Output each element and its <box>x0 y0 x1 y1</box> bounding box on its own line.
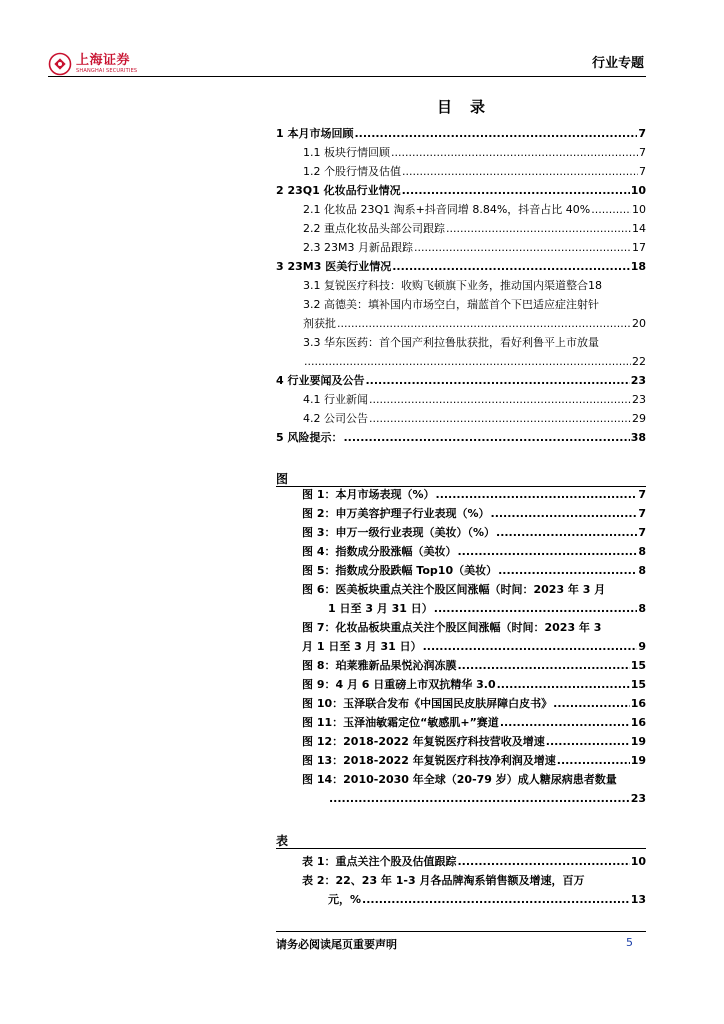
toc-entry[interactable] <box>276 390 646 409</box>
toc-entry-page: 7 <box>639 165 646 178</box>
toc-entry-page: 17 <box>632 241 646 254</box>
toc-entry-page: 29 <box>632 412 646 425</box>
footer-disclaimer: 请务必阅读尾页重要声明 <box>276 938 397 951</box>
toc-entry[interactable] <box>276 124 646 143</box>
toc-entry[interactable] <box>276 428 646 447</box>
toc-entry[interactable] <box>276 200 646 219</box>
toc-entry-title-continued: 剂获批 <box>303 317 336 330</box>
toc-entry-page: 22 <box>632 355 646 368</box>
figure-entry[interactable] <box>276 732 646 751</box>
figure-entry[interactable] <box>276 751 646 770</box>
figure-entry-title: 图 7：化妆品板块重点关注个股区间涨幅（时间：2023 年 3 <box>302 621 602 634</box>
figure-entry-page: 19 <box>630 754 646 767</box>
toc-entry-title: 2 23Q1 化妆品行业情况 <box>276 184 401 197</box>
figure-entry-title: 图 6：医美板块重点关注个股区间涨幅（时间：2023 年 3 月 <box>302 583 606 596</box>
toc-entry-page: 23 <box>630 374 646 387</box>
figure-entry-page: 16 <box>630 697 646 710</box>
figure-entry[interactable] <box>276 770 646 789</box>
page-header <box>48 48 646 78</box>
figure-entry[interactable] <box>276 675 646 694</box>
figure-entry-title-continued: 月 1 日至 3 月 31 日） <box>302 640 422 653</box>
figure-entry-title-continued: 1 日至 3 月 31 日） <box>328 602 433 615</box>
figures-list <box>276 485 646 808</box>
table-entry-title: 表 2：22、23 年 1-3 月各品牌淘系销售额及增速，百万 <box>302 874 585 887</box>
figures-heading: 图 <box>276 472 289 486</box>
figure-entry-page: 7 <box>638 507 646 520</box>
table-entry-title-continued: 元，% <box>328 893 362 906</box>
table-entry[interactable] <box>276 852 646 871</box>
toc-entry-page: 23 <box>632 393 646 406</box>
footer-divider <box>276 931 646 932</box>
toc-entry-title: 3 23M3 医美行业情况 <box>276 260 392 273</box>
figure-entry[interactable] <box>276 694 646 713</box>
toc-entry-continuation[interactable] <box>276 352 646 371</box>
toc-entry-title: 2.3 23M3 月新品跟踪 <box>303 241 413 254</box>
figure-entry-page: 9 <box>638 640 646 653</box>
figure-entry-title: 图 13：2018-2022 年复锐医疗科技净利润及增速 <box>302 754 556 767</box>
toc-entry-page: 7 <box>639 146 646 159</box>
header-divider <box>48 76 646 77</box>
figure-entry-title: 图 10：玉泽联合发布《中国国民皮肤屏障白皮书》 <box>302 697 553 710</box>
figure-entry-continuation[interactable] <box>276 789 646 808</box>
figure-entry[interactable] <box>276 485 646 504</box>
toc-entry[interactable] <box>276 276 646 295</box>
figure-entry-page: 7 <box>638 488 646 501</box>
figure-entry[interactable] <box>276 580 646 599</box>
figure-entry-page: 15 <box>630 678 646 691</box>
toc-entry[interactable] <box>276 162 646 181</box>
toc-entry[interactable] <box>276 409 646 428</box>
toc-title: 目录 <box>436 98 503 116</box>
report-category: 行业专题 <box>591 56 644 71</box>
figure-entry-page: 8 <box>638 545 646 558</box>
figure-entry[interactable] <box>276 523 646 542</box>
figure-entry[interactable] <box>276 561 646 580</box>
figure-entry-page: 19 <box>630 735 646 748</box>
figure-entry-title: 图 9：4 月 6 日重磅上市双抗精华 3.0 <box>302 678 496 691</box>
figure-entry-page: 8 <box>638 602 646 615</box>
figure-entry-page: 15 <box>630 659 646 672</box>
figure-entry-title: 图 1：本月市场表现（%） <box>302 488 435 501</box>
toc-entry-title: 3.3 华东医药：首个国产利拉鲁肽获批，看好利鲁平上市放量 <box>303 336 599 349</box>
figure-entry-page: 7 <box>638 526 646 539</box>
toc-list <box>276 124 646 447</box>
toc-entry[interactable] <box>276 219 646 238</box>
figure-entry-title: 图 12：2018-2022 年复锐医疗科技营收及增速 <box>302 735 545 748</box>
toc-entry-page: 10 <box>632 203 646 216</box>
figure-entry[interactable] <box>276 656 646 675</box>
logo-chinese-name: 上海证券 <box>76 52 131 68</box>
figure-entry-title: 图 14：2010-2030 年全球（20-79 岁）成人糖尿病患者数量 <box>302 773 617 786</box>
table-entry[interactable] <box>276 871 646 890</box>
company-logo <box>48 52 137 76</box>
toc-entry-title: 2.2 重点化妆品头部公司跟踪 <box>303 222 445 235</box>
toc-entry-title: 5 风险提示： <box>276 431 343 444</box>
toc-entry[interactable] <box>276 238 646 257</box>
page-number: 5 <box>626 936 633 949</box>
toc-entry-page: 14 <box>632 222 646 235</box>
toc-entry[interactable] <box>276 295 646 314</box>
table-entry-continuation[interactable] <box>276 890 646 909</box>
figure-entry[interactable] <box>276 504 646 523</box>
table-entry-page: 13 <box>630 893 646 906</box>
toc-entry-page: 10 <box>630 184 646 197</box>
toc-entry-title: 4.1 行业新闻 <box>303 393 368 406</box>
toc-entry-page: 18 <box>630 260 646 273</box>
figure-entry-title: 图 3：申万一级行业表现（美妆）（%） <box>302 526 496 539</box>
logo-english-name: SHANGHAI SECURITIES <box>76 67 138 74</box>
toc-entry-title: 3.2 高德美：填补国内市场空白，瑞蓝首个下巴适应症注射针 <box>303 298 599 311</box>
toc-entry[interactable] <box>276 333 646 352</box>
tables-divider <box>276 848 646 849</box>
table-entry-page: 10 <box>630 855 646 868</box>
figure-entry[interactable] <box>276 542 646 561</box>
toc-entry-page: 38 <box>630 431 646 444</box>
figure-entry[interactable] <box>276 713 646 732</box>
toc-entry[interactable] <box>276 143 646 162</box>
figure-entry-title: 图 8：珀莱雅新品果悦沁润冻膜 <box>302 659 457 672</box>
toc-entry-title: 4.2 公司公告 <box>303 412 368 425</box>
toc-entry-title: 2.1 化妆品 23Q1 淘系+抖音同增 8.84%，抖音占比 40% <box>303 203 591 216</box>
toc-entry-page: 7 <box>638 127 646 140</box>
toc-entry-title: 4 行业要闻及公告 <box>276 374 365 387</box>
tables-list <box>276 852 646 909</box>
toc-entry-page: 18 <box>588 279 602 292</box>
tables-heading: 表 <box>276 834 289 848</box>
figure-entry-continuation[interactable] <box>276 599 646 618</box>
toc-entry[interactable] <box>276 257 646 276</box>
toc-entry-title: 1.1 板块行情回顾 <box>303 146 390 159</box>
logo-emblem-icon <box>48 52 72 76</box>
table-entry-title: 表 1：重点关注个股及估值跟踪 <box>302 855 457 868</box>
toc-entry[interactable] <box>276 371 646 390</box>
figure-entry-title: 图 5：指数成分股跌幅 Top10（美妆） <box>302 564 498 577</box>
toc-entry-page: 20 <box>632 317 646 330</box>
figure-entry[interactable] <box>276 618 646 637</box>
figure-entry-page: 16 <box>630 716 646 729</box>
toc-entry-title: 1.2 个股行情及估值 <box>303 165 401 178</box>
figure-entry-continuation[interactable] <box>276 637 646 656</box>
toc-entry[interactable] <box>276 181 646 200</box>
figure-entry-page: 8 <box>638 564 646 577</box>
toc-entry-title: 3.1 复锐医疗科技：收购飞顿旗下业务，推动国内渠道整合 <box>303 279 588 292</box>
figure-entry-title: 图 2：申万美容护理子行业表现（%） <box>302 507 490 520</box>
figure-entry-title: 图 4：指数成分股涨幅（美妆） <box>302 545 457 558</box>
toc-entry-title: 1 本月市场回顾 <box>276 127 354 140</box>
toc-entry-continuation[interactable] <box>276 314 646 333</box>
figure-entry-title: 图 11：玉泽油敏霜定位“敏感肌+”赛道 <box>302 716 499 729</box>
figure-entry-page: 23 <box>630 792 646 805</box>
